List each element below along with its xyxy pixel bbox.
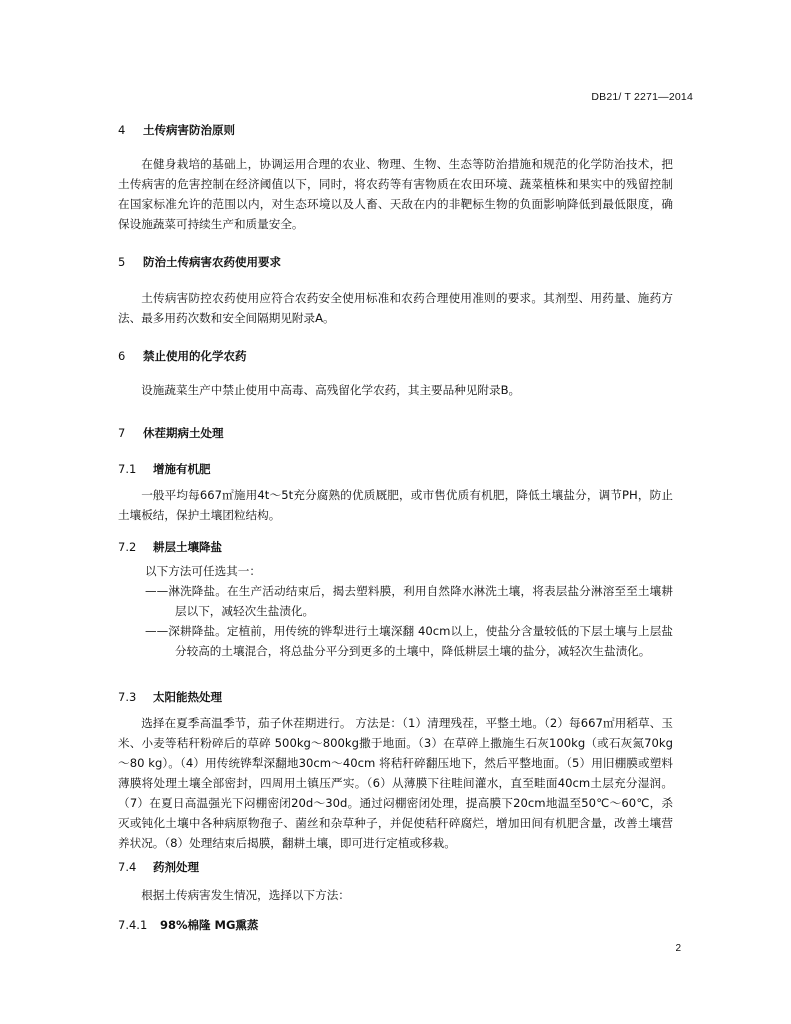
section-number: 7 <box>118 426 126 440</box>
section-number: 7.1 <box>118 462 137 476</box>
section-5-heading <box>118 254 281 270</box>
section-7-2-intro: 以下方法可任选其一： <box>145 564 261 578</box>
section-4-heading <box>118 122 235 138</box>
document-code: DB21/ T 2271—2014 <box>591 91 693 103</box>
section-6-heading <box>118 348 247 364</box>
section-7-4-heading <box>118 859 199 875</box>
section-number: 6 <box>118 349 126 363</box>
section-7-3-heading <box>118 689 222 705</box>
section-number: 5 <box>118 255 126 269</box>
section-7-heading <box>118 425 224 441</box>
section-title: 太阳能热处理 <box>153 690 222 704</box>
section-7-4-body: 根据土传病害发生情况，选择以下方法： <box>141 888 350 902</box>
section-title: 耕层土壤降盐 <box>153 540 222 554</box>
section-7-1-heading <box>118 461 211 477</box>
page-number: 2 <box>675 943 681 954</box>
section-number: 7.4.1 <box>118 918 148 932</box>
section-7-2-heading <box>118 539 222 555</box>
section-title: 防治土传病害农药使用要求 <box>143 255 281 269</box>
section-7-1-body: 一般平均每667㎡施用4t～5t充分腐熟的优质厩肥，或市售优质有机肥，降低土壤盐分，调节PH，防止土壤板结，保护土壤团粒结构。 <box>118 488 673 522</box>
section-number: 7.3 <box>118 690 137 704</box>
section-title: 98%棉隆 MG熏蒸 <box>160 918 259 932</box>
section-7-4-1-heading <box>118 917 258 933</box>
section-title: 土传病害防治原则 <box>143 123 235 137</box>
section-7-2-item-1: ——淋洗降盐。在生产活动结束后，揭去塑料膜，利用自然降水淋洗土壤，将表层盐分淋溶至至土壤耕层以下，减轻次生盐渍化。 <box>145 584 673 618</box>
section-7-2-item-2: ——深耕降盐。定植前，用传统的铧犁进行土壤深翻 40cm以上，使盐分含量较低的下层土壤与上层盐分较高的土壤混合，将总盐分平分到更多的土壤中，降低耕层土壤的盐分，减轻次生盐渍化。 <box>145 624 673 658</box>
section-number: 7.2 <box>118 540 137 554</box>
section-title: 禁止使用的化学农药 <box>143 349 247 363</box>
section-title: 增施有机肥 <box>153 462 211 476</box>
section-5-body: 土传病害防控农药使用应符合农药安全使用标准和农药合理使用准则的要求。其剂型、用药量、施药方法、最多用药次数和安全间隔期见附录A。 <box>118 291 673 325</box>
section-number: 4 <box>118 123 126 137</box>
section-4-body: 在健身栽培的基础上，协调运用合理的农业、物理、生物、生态等防治措施和规范的化学防治技术，把土传病害的危害控制在经济阈值以下，同时，将农药等有害物质在农田环境、蔬菜植株和果实中的残留控制在国家标准允许的范围以内，对生态环境以及人畜、天敌在内的非靶标生物的负面影响降低到最低限度，确保设施蔬菜可持续生产和质量安全。 <box>118 157 673 231</box>
section-title: 休茬期病土处理 <box>143 426 224 440</box>
section-number: 7.4 <box>118 860 137 874</box>
section-6-body: 设施蔬菜生产中禁止使用中高毒、高残留化学农药，其主要品种见附录B。 <box>141 383 521 397</box>
section-7-3-body: 选择在夏季高温季节，茄子休茬期进行。 方法是：（1）清理残茬，平整土地。（2）每667㎡用稻草、玉米、小麦等秸秆粉碎后的草碎 500kg～800kg撒于地面。（3）在草碎上撒施生石灰100kg（或石灰氮70kg～80 kg）。（4）用传统铧犁深翻地30cm～40cm 将秸秆碎翻压地下，然后平整地面。（5）用旧棚膜或塑料薄膜将处理土壤全部密封，四周用土镇压严实。（6）从薄膜下往畦间灌水，直至畦面40cm土层充分湿润。（7）在夏日高温强光下闷棚密闭20d～30d。通过闷棚密闭处理，提高膜下20cm地温至50℃～60℃，杀灭或钝化土壤中各种病原物孢子、菌丝和杂草种子，并促使秸秆碎腐烂，增加田间有机肥含量，改善土壤营养状况。（8）处理结束后揭膜，翻耕土壤，即可进行定植或移栽。 <box>118 716 673 850</box>
section-title: 药剂处理 <box>153 860 199 874</box>
